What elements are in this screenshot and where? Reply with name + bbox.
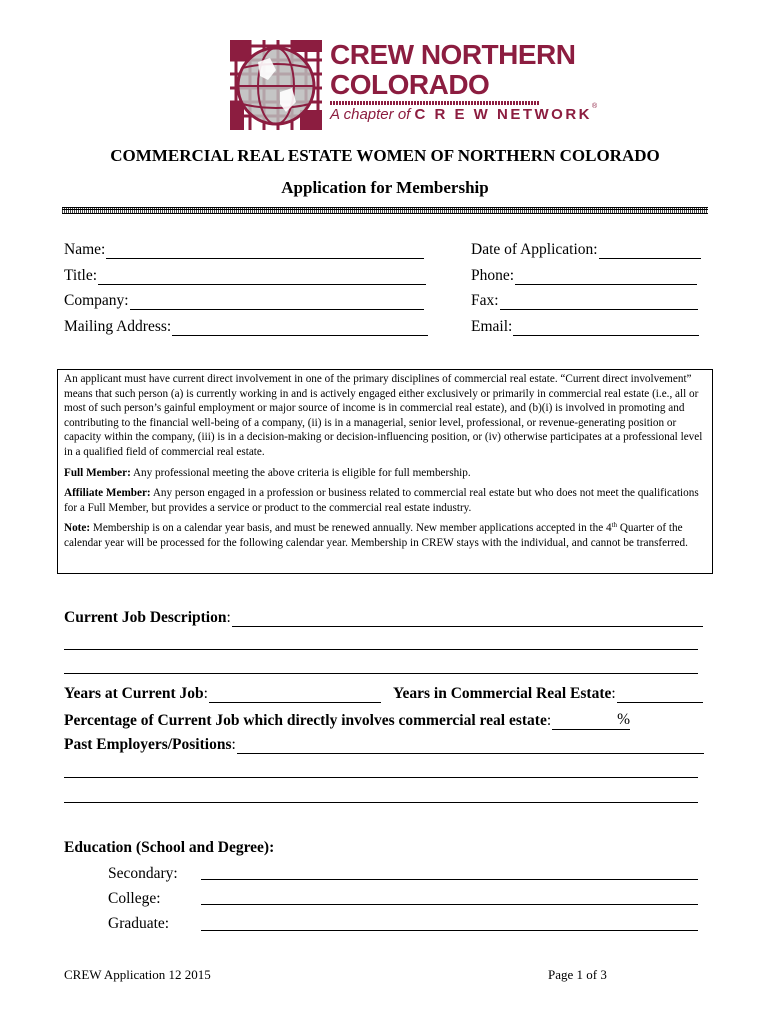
logo-wordmark	[330, 40, 576, 100]
mailing-address-input-line[interactable]	[172, 320, 428, 336]
college-label: College:	[108, 890, 161, 907]
full-member-label: Full Member:	[64, 466, 131, 479]
full-member-text: Any professional meeting the above criteria is eligible for full membership.	[130, 466, 471, 479]
percent-sign: %	[617, 711, 631, 728]
note-text-2: Quarter of the calendar year will be processed for the following calendar year. Membership in CREW stays with the individual, and cannot be transferred.	[64, 522, 688, 549]
percentage-field[interactable]	[64, 711, 630, 730]
current-job-description-line[interactable]	[232, 611, 703, 627]
logo-tag-name: C R E W NETWORK	[414, 106, 592, 123]
current-job-description-label: Current Job Description	[64, 609, 227, 626]
job-description-line-2[interactable]	[64, 649, 698, 650]
logo-rule	[330, 101, 540, 105]
logo-tagline	[330, 103, 598, 123]
phone-input-line[interactable]	[515, 269, 697, 285]
date-of-application-field[interactable]	[471, 241, 701, 259]
title-divider	[62, 207, 708, 214]
years-current-job-label: Years at Current Job	[64, 685, 204, 702]
name-input-line[interactable]	[106, 243, 424, 259]
full-member-paragraph	[64, 466, 706, 481]
fax-input-line[interactable]	[500, 294, 698, 310]
membership-criteria-box	[57, 369, 713, 574]
title-field[interactable]	[64, 267, 426, 285]
date-of-application-label: Date of Application:	[471, 241, 598, 258]
colon: :	[203, 685, 208, 702]
years-current-job-line[interactable]	[209, 687, 381, 703]
years-cre-line[interactable]	[617, 687, 703, 703]
mailing-address-label: Mailing Address:	[64, 318, 172, 335]
current-job-description-field[interactable]	[64, 609, 703, 627]
phone-label: Phone:	[471, 267, 515, 284]
footer-page-number: Page 1 of 3	[548, 967, 607, 982]
note-sup: th	[611, 521, 618, 530]
note-text-1: Membership is on a calendar year basis, and must be renewed annually. New member applications accepted in the 4	[90, 522, 612, 535]
percentage-label: Percentage of Current Job which directly involves commercial real estate	[64, 712, 547, 729]
title-label: Title:	[64, 267, 98, 284]
fax-label: Fax:	[471, 292, 499, 309]
colon: :	[231, 736, 236, 753]
logo-tag-mark: ®	[592, 103, 598, 110]
secondary-line[interactable]	[201, 879, 698, 880]
document-subtitle: Application for Membership	[281, 178, 489, 197]
note-label: Note:	[64, 522, 91, 535]
note-paragraph	[64, 521, 706, 550]
colon: :	[611, 685, 616, 702]
percentage-line[interactable]	[552, 714, 617, 730]
colon: :	[546, 712, 552, 729]
footer-doc-id: CREW Application 12 2015	[64, 967, 211, 982]
past-employers-label: Past Employers/Positions	[64, 736, 232, 753]
date-of-application-input-line[interactable]	[599, 243, 701, 259]
job-description-line-3[interactable]	[64, 673, 698, 674]
company-field[interactable]	[64, 292, 424, 310]
logo-tag-prefix: A chapter of	[330, 106, 411, 123]
logo-line1: CREW NORTHERN	[330, 39, 576, 70]
criteria-intro: An applicant must have current direct involvement in one of the primary disciplines of commercial real estate. “Current direct involvement” means that such person (a) is currently working in and is actively engaged either exclusively or primarily in commercial real estate (i.e., all or most of such person’s gainful employment or major source of income is in commercial real estate), and (b)(i) is involved in promoting and contributing to the financial well-being of a company, (ii) is in a managerial, senior level, professional, or revenue-generating position or capacity within the company, (iii) is in a decision-making or decision-influencing position, or (iv) otherwise participates at a professional level in a qualified field of commercial real estate.	[64, 373, 703, 458]
affiliate-member-label: Affiliate Member:	[64, 487, 151, 500]
email-input-line[interactable]	[513, 320, 699, 336]
mailing-address-field[interactable]	[64, 318, 428, 336]
graduate-line[interactable]	[201, 930, 698, 931]
years-cre-label: Years in Commercial Real Estate	[393, 685, 612, 702]
company-label: Company:	[64, 292, 129, 309]
colon: :	[226, 609, 231, 626]
years-current-job-field[interactable]	[64, 685, 381, 703]
years-cre-field[interactable]	[393, 685, 703, 703]
secondary-label: Secondary:	[108, 865, 178, 882]
past-employers-line-2[interactable]	[64, 777, 698, 778]
globe-logo-icon	[230, 40, 322, 130]
document-title: COMMERCIAL REAL ESTATE WOMEN OF NORTHERN COLORADO	[110, 146, 660, 165]
name-field[interactable]	[64, 241, 424, 259]
affiliate-member-text: Any person engaged in a profession or business related to commercial real estate but who does not meet the qualifications for a Full Member, but provides a service or product to the commercial real estate industry.	[64, 487, 699, 514]
past-employers-line[interactable]	[237, 738, 704, 754]
name-label: Name:	[64, 241, 106, 258]
logo-line2: COLORADO	[330, 69, 490, 100]
fax-field[interactable]	[471, 292, 698, 310]
email-field[interactable]	[471, 318, 699, 336]
email-label: Email:	[471, 318, 513, 335]
affiliate-member-paragraph	[64, 486, 706, 515]
past-employers-field[interactable]	[64, 736, 704, 754]
company-input-line[interactable]	[130, 294, 424, 310]
college-line[interactable]	[201, 904, 698, 905]
title-input-line[interactable]	[98, 269, 426, 285]
past-employers-line-3[interactable]	[64, 802, 698, 803]
education-heading: Education (School and Degree):	[64, 839, 275, 856]
phone-field[interactable]	[471, 267, 697, 285]
graduate-label: Graduate:	[108, 915, 170, 932]
